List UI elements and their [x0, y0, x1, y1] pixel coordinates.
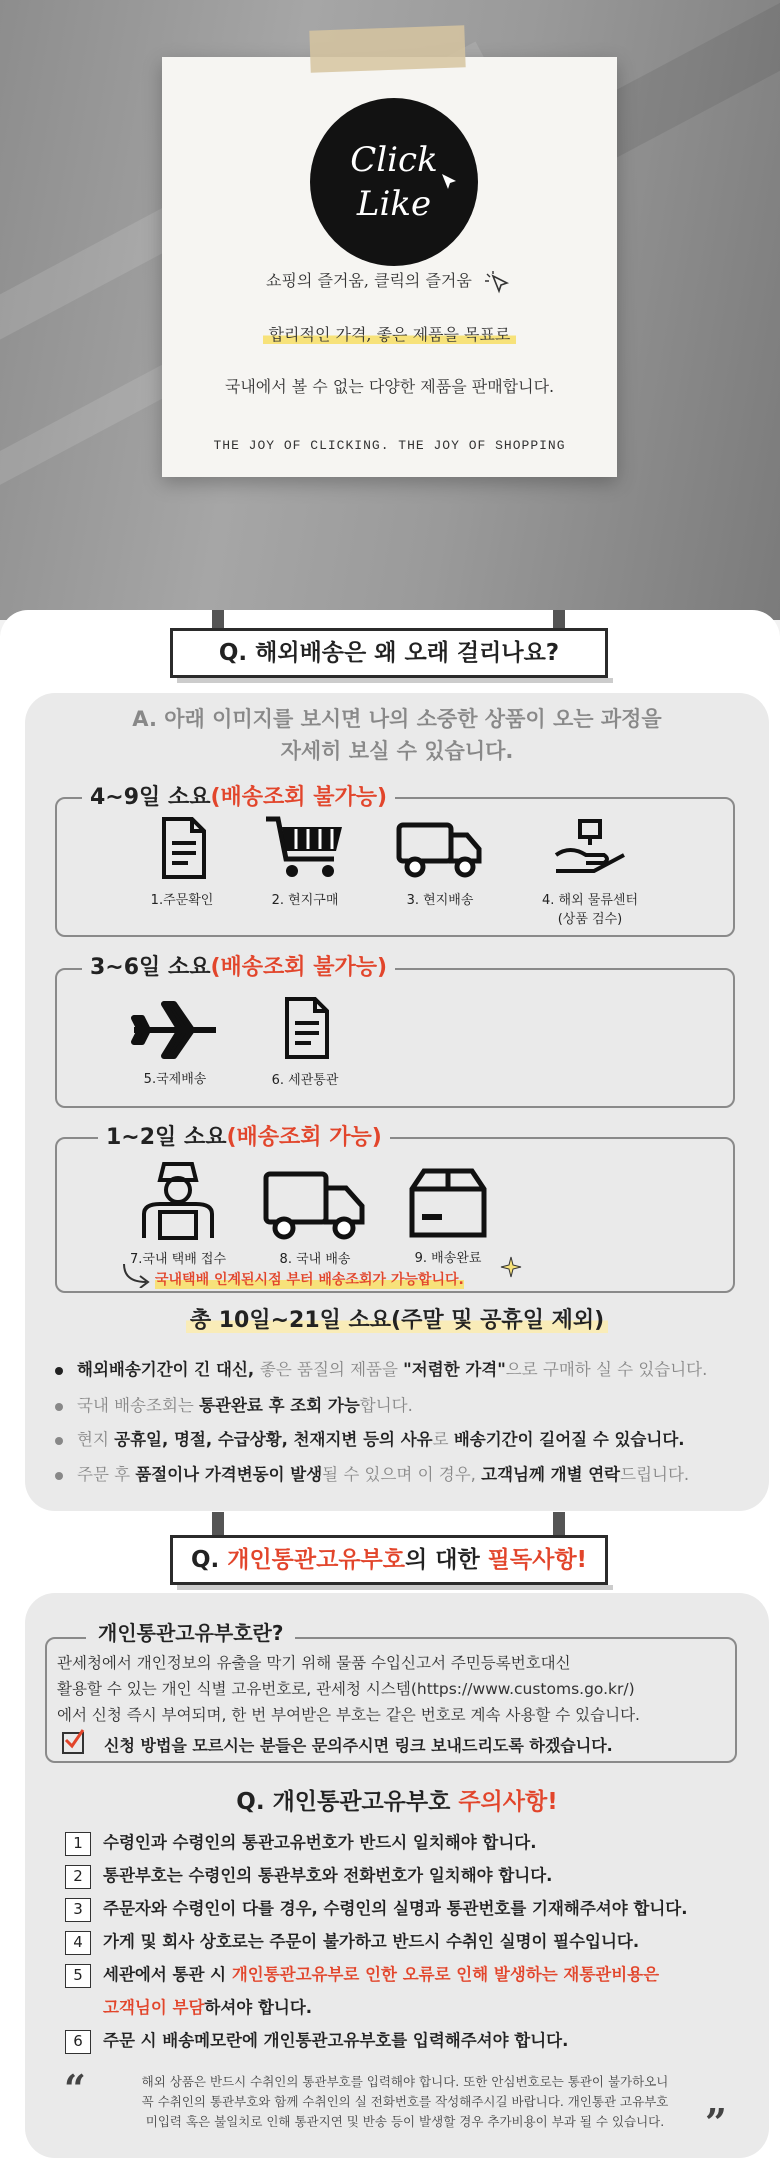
- bullet-dot: [55, 1403, 63, 1411]
- stage-3-days: 1~2일 소요: [106, 1125, 227, 1150]
- info-line-3: 에서 신청 즉시 부여되며, 한 번 부여받은 부호는 같은 번호로 계속 사용할 수 있습니다.: [57, 1706, 640, 1724]
- item-text: 수령인과 수령인의 통관고유번호가 반드시 일치해야 합니다.: [103, 1833, 537, 1852]
- caution-item-cont: [103, 1993, 780, 2023]
- info-line-2: 활용할 수 있는 개인 식별 고유번호로, 관세청 시스템(https://www.customs.go.kr/): [57, 1680, 635, 1698]
- bullet-bold: "저렴한 가격": [403, 1360, 506, 1379]
- info-title: 개인통관고유부호란?: [86, 1617, 295, 1646]
- bullet-item: [55, 1358, 755, 1382]
- sparkle-icon: [500, 1256, 522, 1278]
- bullet-text: 현지: [77, 1430, 115, 1449]
- truck-icon: [262, 1168, 368, 1240]
- step-order-confirm: [122, 815, 242, 908]
- step-label: 5.국제배송: [143, 1072, 207, 1087]
- stage-3-title: [98, 1120, 390, 1151]
- footnote-line-2: 꼭 수취인의 통관부호와 함께 수취인의 실 전화번호를 작성해주시길 바랍니다. 개인통관 고유부호: [141, 2094, 669, 2109]
- card-line-1: [162, 268, 617, 294]
- step-delivery-complete: [388, 1165, 508, 1266]
- open-quote-icon: “: [64, 2066, 86, 2111]
- card-line-3: 국내에서 볼 수 없는 다양한 제품을 판매합니다.: [224, 377, 555, 396]
- footnote-line-1: 해외 상품은 반드시 수취인의 통관부호를 입력해야 합니다. 또한 안심번호로는 통관이 불가하오니: [141, 2074, 669, 2089]
- bullet-text: 주문 후: [77, 1465, 136, 1484]
- info-line-1: 관세청에서 개인정보의 유출을 막기 위해 물품 수입신고서 주민등록번호대신: [57, 1654, 571, 1672]
- step-label: 9. 배송완료: [414, 1251, 482, 1266]
- step-international-shipping: [115, 1000, 235, 1087]
- item-number: 5: [65, 1964, 91, 1988]
- card-line-1-text: 쇼핑의 즐거움, 클릭의 즐거움: [266, 271, 472, 290]
- item-text: 주문 시 배송메모란에 개인통관고유부호를 입력해주셔야 합니다.: [103, 2031, 569, 2050]
- box-icon: [406, 1165, 490, 1239]
- cursor-click-icon: [483, 270, 513, 294]
- item-red-text: 고객님이 부담: [103, 1998, 205, 2017]
- stage-3-status: (배송조회 가능): [226, 1125, 382, 1150]
- shipping-question-title: Q. 해외배송은 왜 오래 걸리나요?: [170, 628, 608, 678]
- item-text: 하셔야 합니다.: [204, 1998, 313, 2017]
- step-label: 4. 해외 물류센터: [541, 893, 639, 908]
- bullet-dot: [55, 1367, 63, 1375]
- sign-post: [553, 1512, 565, 1536]
- total-duration-text: 총 10일~21일 소요(주말 및 공휴일 제외): [186, 1308, 608, 1333]
- step-local-purchase: [245, 815, 365, 908]
- total-duration: [25, 1303, 769, 1334]
- check-text: 신청 방법을 모르시는 분들은 문의주시면 링크 보내드리도록 하겠습니다.: [104, 1736, 613, 1755]
- item-text: 가게 및 회사 상호로는 주문이 불가하고 반드시 수취인 실명이 필수입니다.: [103, 1932, 640, 1951]
- bullet-text: 좋은 품질의 제품을: [259, 1360, 404, 1379]
- bullet-bold: 품절이나 가격변동이 발생: [135, 1465, 323, 1484]
- airplane-icon: [130, 1000, 220, 1060]
- bullet-bold: 통관완료 후 조회 가능: [199, 1396, 360, 1415]
- step-local-delivery: [380, 815, 500, 908]
- step-overseas-warehouse: [525, 815, 655, 927]
- bullet-dot: [55, 1437, 63, 1445]
- item-text: 주문자와 수령인이 다를 경우, 수령인의 실명과 통관번호를 기재해주셔야 합니다.: [103, 1899, 688, 1918]
- bullet-item: [55, 1394, 755, 1418]
- courier-person-icon: [130, 1160, 226, 1240]
- caution-item: [65, 1828, 755, 1858]
- stage-1-title: [82, 780, 395, 811]
- item-number: 6: [65, 2030, 91, 2054]
- bullet-bold: 해외배송기간이 긴 대신,: [77, 1360, 260, 1379]
- caution-item: [65, 1861, 755, 1891]
- q2-highlight: 개인통관고유부호: [227, 1547, 405, 1573]
- q2-highlight-2: 필독사항!: [487, 1547, 588, 1573]
- hand-package-icon: [550, 815, 630, 881]
- card-line-2-text: 합리적인 가격, 좋은 제품을 목표로: [263, 325, 517, 344]
- document-icon: [275, 995, 335, 1061]
- step-label: 1.주문확인: [150, 893, 214, 908]
- q2-middle: 의 대한: [405, 1547, 488, 1573]
- step-domestic-receipt: [118, 1160, 238, 1267]
- item-number: 3: [65, 1898, 91, 1922]
- caution-prefix: Q. 개인통관고유부호: [236, 1789, 459, 1815]
- bullet-text: 드립니다.: [620, 1465, 690, 1484]
- step-label: 8. 국내 배송: [279, 1252, 351, 1267]
- step-label: 3. 현지배송: [406, 893, 474, 908]
- item-red-text: 개인통관고유부로 인한 오류로 인해 발생하는 재통관비용은: [231, 1965, 660, 1984]
- bullet-text: 될 수 있으며 이 경우,: [322, 1465, 482, 1484]
- tagline: THE JOY OF CLICKING. THE JOY OF SHOPPING: [213, 438, 566, 453]
- step-sublabel: (상품 검수): [557, 912, 623, 927]
- stage-2-title: [82, 950, 395, 981]
- step-domestic-delivery: [255, 1168, 375, 1267]
- bullet-item: [55, 1463, 755, 1487]
- shopping-cart-icon: [262, 815, 348, 881]
- logo-word-like: Like: [356, 184, 432, 224]
- item-number: 2: [65, 1865, 91, 1889]
- caution-item: [65, 1960, 755, 1990]
- item-text: 통관부호는 수령인의 통관부호와 전화번호가 일치해야 합니다.: [103, 1866, 553, 1885]
- tracking-note: 국내택배 인계된시점 부터 배송조회가 가능합니다.: [155, 1269, 464, 1289]
- footnote-line-3: 미입력 혹은 불일치로 인해 통관지연 및 반송 등이 발생할 경우 추가비용이 부과 될 수 있습니다.: [145, 2114, 665, 2129]
- step-customs: [245, 995, 365, 1088]
- sign-post: [212, 1512, 224, 1536]
- bullet-bold: 고객님께 개별 연락: [481, 1465, 621, 1484]
- checkmark-icon: [63, 1728, 85, 1750]
- caution-title: [25, 1783, 769, 1816]
- stage-1-days: 4~9일 소요: [90, 785, 211, 810]
- card-line-2: [162, 322, 617, 345]
- caution-highlight: 주의사항!: [458, 1789, 558, 1815]
- arrow-icon: [120, 1262, 154, 1288]
- bullet-text: 으로 구매하 실 수 있습니다.: [505, 1360, 708, 1379]
- item-number: 4: [65, 1931, 91, 1955]
- answer-line-2: 자세히 보실 수 있습니다.: [280, 739, 514, 763]
- bullet-dot: [55, 1472, 63, 1480]
- stage-2-status: (배송조회 불가능): [210, 955, 388, 980]
- caution-item: [65, 1894, 755, 1924]
- document-icon: [152, 815, 212, 881]
- step-label: 2. 현지구매: [271, 893, 339, 908]
- bullet-bold: 배송기간이 길어질 수 있습니다.: [453, 1430, 685, 1449]
- cursor-icon: [436, 168, 462, 194]
- bullet-text: 합니다.: [359, 1396, 413, 1415]
- q2-prefix: Q.: [190, 1547, 228, 1573]
- caution-item: [65, 2026, 755, 2056]
- bullet-text: 로: [432, 1430, 454, 1449]
- answer-line-1: A. 아래 이미지를 보시면 나의 소중한 상품이 오는 과정을: [132, 707, 662, 731]
- logo-word-click: Click: [350, 140, 438, 180]
- item-text: 세관에서 통관 시: [103, 1965, 232, 1984]
- checkbox-icon: [62, 1732, 84, 1754]
- caution-item: [65, 1927, 755, 1957]
- step-label: 7.국내 택배 접수: [129, 1252, 227, 1267]
- bullet-text: 국내 배송조회는: [77, 1396, 200, 1415]
- step-label: 6. 세관통관: [271, 1073, 339, 1088]
- bullet-bold: 공휴일, 명절, 수급상황, 천재지변 등의 사유: [114, 1430, 433, 1449]
- stage-1-status: (배송조회 불가능): [210, 785, 388, 810]
- close-quote-icon: ”: [705, 2100, 727, 2145]
- item-number: 1: [65, 1832, 91, 1856]
- tape: [309, 25, 465, 72]
- truck-icon: [395, 815, 485, 881]
- bullet-item: [55, 1428, 755, 1452]
- stage-2-days: 3~6일 소요: [90, 955, 211, 980]
- customs-code-question-title: [170, 1535, 608, 1585]
